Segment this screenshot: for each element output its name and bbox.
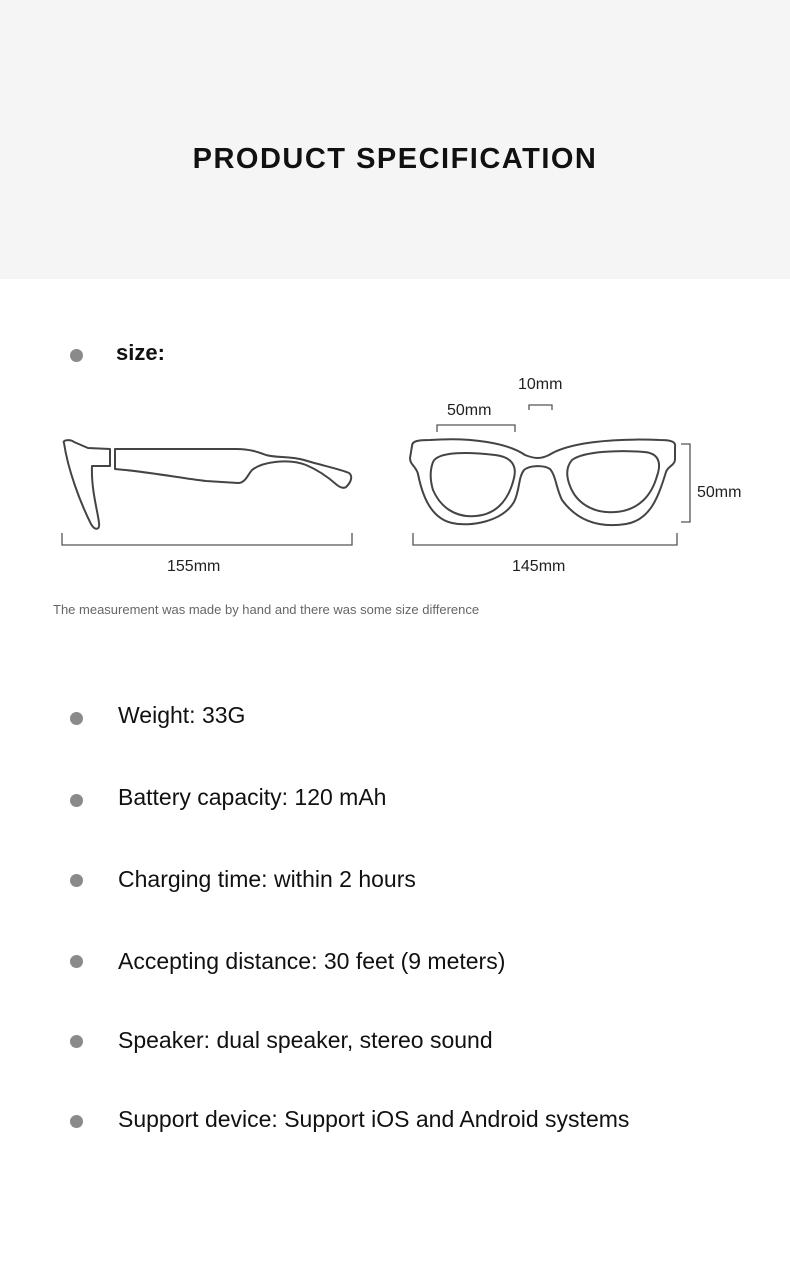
side-length-bracket [62,533,352,545]
bullet-dot [70,874,83,887]
bullet-dot [70,712,83,725]
spec-weight: Weight: 33G [118,702,246,728]
size-label: size: [116,340,165,365]
bullet-dot [70,794,83,807]
spec-support-device: Support device: Support iOS and Android systems [118,1106,630,1132]
lens-width-label: 50mm [447,402,492,419]
spec-distance: Accepting distance: 30 feet (9 meters) [118,948,506,974]
front-width-label: 145mm [512,558,566,575]
glasses-size-diagram [0,360,790,590]
bridge-width-label: 10mm [518,376,563,393]
page-title: PRODUCT SPECIFICATION [192,143,598,175]
lens-height-label: 50mm [697,484,742,501]
bullet-dot [70,1115,83,1128]
measurement-note: The measurement was made by hand and there was some size difference [53,602,480,617]
spec-speaker: Speaker: dual speaker, stereo sound [118,1027,493,1053]
bullet-dot [70,1035,83,1048]
side-length-label: 155mm [167,558,221,575]
bullet-dot [70,955,83,968]
spec-battery: Battery capacity: 120 mAh [118,784,387,810]
side-view-glasses [64,440,351,529]
spec-charging-time: Charging time: within 2 hours [118,866,416,892]
front-view-glasses [410,439,675,525]
header-band [0,0,790,279]
